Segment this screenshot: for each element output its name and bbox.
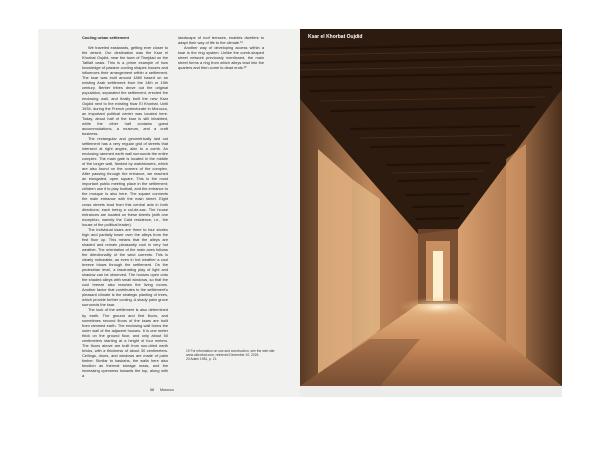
corridor-illustration: [300, 29, 562, 386]
folio: [150, 388, 180, 392]
section-name: Morocco: [160, 388, 174, 392]
paragraph: Another way of developing access within a ksar is the ring system. Unlike the comb-shaped street network previously mentioned, the main street forms a ring from which alleys lead into the quarters and then come to dead ends.²⁰: [178, 45, 264, 71]
section-heading: Cooling urban settlement: [82, 35, 129, 40]
footnote: 20 Adam 1981, p. 21.: [186, 357, 218, 362]
paragraph: landscape of roof terraces, enables dwellers to adapt their way of life to the climate.¹⁹: [178, 35, 264, 46]
page-number: 58: [150, 388, 154, 392]
photo-caption: Ksar el Khorbat Oujdid: [308, 34, 363, 40]
paragraph: The look of the settlement is also determined by earth. The ground and first floors, and sometimes second floors of the ksars are built from rammed earth. The enclosing wall forms the outer wall of the adjacent houses. It is one meter thick on the ground floor, and only about 50 centimeters starting at a height of four meters. The floors above are built from sun-dried earth bricks, with a thickness of about 30 centimeters. Ceilings, doors, and windows are made of palm timber. Similar to kasbahs, the walls here also function as thermal storage mass, and the increasing openness towards the top, along with a: [82, 307, 168, 379]
corridor-photo: [300, 29, 562, 386]
paragraph: The rectangular and geometrically laid out settlement has a very regular grid of streets that intersect at right angles, akin to a comb. An enclosing rammed earth wall surrounds the entire complex. The main gate is located in the middle of the longer wall, flanked by watchtowers, which are also found on the corners of the complex. After passing through the entrance, we reached an elongated, open square. This is the most important public meeting place in the settlement; children use it to play football, and the entrance to the mosque is also here. The square connects the main entrance with the main street. Eight cross streets lead from this central axis in both directions, each being a cul-de-sac. The house entrances are located on these streets (with one exception, namely the Caïd residence, i.e., the house of the political leader).: [82, 135, 168, 227]
book-spread: [38, 29, 562, 397]
footnote: 19 For information on use and construction, see the web site: www.ukhorbat.com, retrieved December 10, 2024.: [186, 349, 276, 358]
paragraph: The individual ksars are three to four stories high and partially tower over the alleys from the first floor up. This means that the alleys are shaded and remain pleasantly cool in very hot weather. The orientation of the main axes follows the directionality of the wind currents. This is clearly noticeable, as even in hot weather a cool breeze blows through the settlement. On the pedestrian level, a fascinating play of light and shadow can be observed. The houses open onto the shaded alleys with small windows, so that the cool breeze also reaches the living rooms. Another factor that contributes to the settlement's pleasant climate is the strategic planting of trees, which provide further cooling. A shady palm grove surrounds the ksar.: [82, 226, 168, 308]
left-page: [38, 29, 300, 397]
footnotes: [186, 349, 292, 361]
paragraph: We traveled eastwards, getting ever closer to the desert. Our destination was the Ksar el Khorbat Oujdid, near the town of Tinejdad on the Tafilalt oasis. This is a prime example of how knowledge of passive cooling shapes houses and influences their arrangement within a settlement. The ksar was built around 1860 based on an existing Arab settlement from the 14th or 15th century. Berber tribes drove out the original population, separated the settlement, erected the enclosing wall, and finally built the new Ksar Oujdid next to the existing Ksar El Khorbat. Until 1934, during the French protectorate in Morocco, an important political center was located here. Today, about half of the ksar is still inhabited, while the other half contains guest accommodations, a museum, and a craft business.: [82, 45, 168, 136]
text-column-left: [82, 35, 168, 378]
right-page: [300, 29, 562, 397]
text-column-right: [178, 35, 264, 70]
